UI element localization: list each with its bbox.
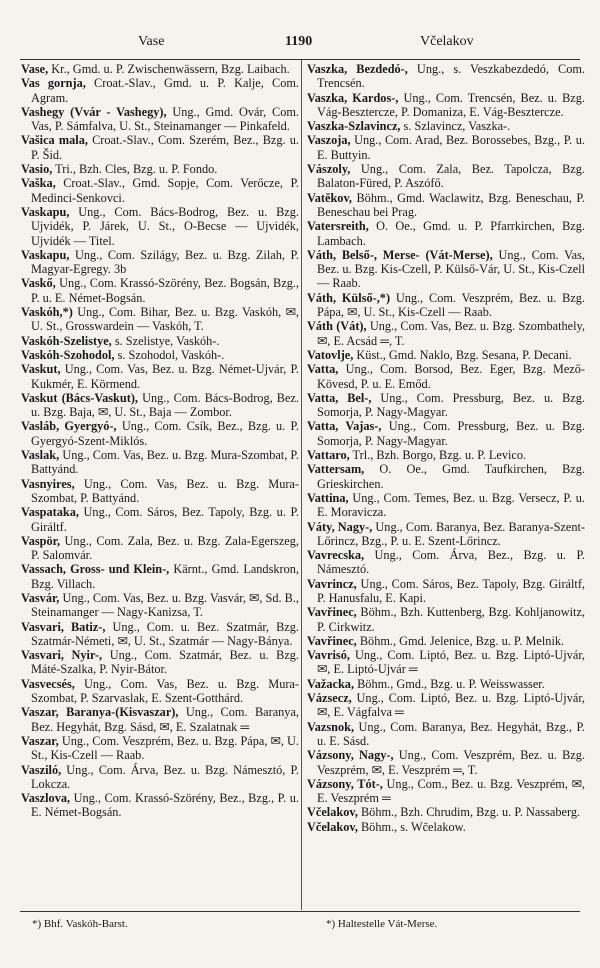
entry-headword: Vatersreith, — [307, 219, 369, 234]
entry-headword: Vaskut, — [21, 362, 61, 377]
entry-headword: Váth, Külső-,*) — [307, 290, 391, 305]
gazetteer-entry — [307, 362, 585, 391]
entry-description: Ung., Com. Borsod, Bez. Eger, Bzg. Mező-Kövesd, P. u. E. Emőd. — [317, 362, 585, 391]
entry-headword: Vazsnok, — [307, 719, 355, 734]
gazetteer-entry — [21, 562, 299, 591]
entry-headword: Váth, Belső-, Merse- (Vát-Merse), — [307, 247, 493, 262]
entry-description: Croat.-Slav., Com. Szerém, Bez., Bzg. u. P. Šid. — [31, 133, 299, 162]
gazetteer-entry — [307, 805, 585, 819]
column-divider — [301, 60, 302, 910]
entry-headword: Vatta, Bel-, — [307, 390, 372, 405]
entry-description: Ung., Com. Arad, Bez. Borossebes, Bzg., P. u. E. Buttyin. — [317, 133, 585, 162]
header-right-keyword: Včelakov — [420, 34, 474, 49]
entry-headword: Vaskóh-Szohodol, — [21, 347, 115, 362]
entry-description: Ung., Com. Baranya, Bez. Hegyhát, Bzg. Sásd, ✉, E. Szalatnak ═ — [31, 705, 299, 734]
entry-description: s. Szohodol, Vaskóh-. — [114, 347, 225, 362]
entry-headword: Važacka, — [307, 676, 355, 691]
gazetteer-entry — [307, 133, 585, 162]
gazetteer-entry — [21, 591, 299, 620]
entry-description: Tri., Bzh. Cles, Bzg. u. P. Fondo. — [52, 162, 218, 177]
entry-headword: Vatta, — [307, 362, 339, 377]
right-column — [307, 62, 585, 908]
entry-description: Ung., Com. u. Bez. Szatmár, Bzg. Szatmár-Németi, ✉, U. St., Szatmár — Nagy-Bánya. — [31, 619, 299, 648]
gazetteer-entry — [307, 577, 585, 606]
gazetteer-entry — [21, 133, 299, 162]
gazetteer-entry — [307, 605, 585, 634]
entry-description: Ung., Com. Pressburg, Bez. u. Bzg. Somorja, P. Nagy-Magyar. — [317, 390, 585, 420]
entry-headword: Vasvari, Nyir-, — [21, 648, 103, 663]
entry-headword: Včelakov, — [307, 819, 358, 834]
entry-description: s. Szlavincz, Vaszka-. — [400, 119, 511, 134]
entry-description: Böhm., Gmd. Jelenice, Bzg. u. P. Melnik. — [356, 633, 565, 648]
gazetteer-entry — [21, 305, 299, 334]
entry-headword: Vattaro, — [307, 448, 350, 463]
entry-headword: Vaszka, Bezdedó-, — [307, 62, 408, 76]
entry-headword: Vas gornja, — [21, 76, 86, 91]
entry-description: Ung., Com. Baranya, Bez. Hegyhát, Bzg., P. u. E. Sásd. — [317, 719, 585, 748]
entry-headword: Vaskóh-Szelistye, — [21, 333, 112, 348]
gazetteer-entry — [21, 362, 299, 391]
entry-description: Küst., Gmd. Naklo, Bzg. Sesana, P. Decani. — [353, 347, 572, 362]
entry-description: Ung., Com. Szilágy, Bez. u. Bzg. Zilah, P. Magyar-Egregy. 3b — [31, 247, 299, 277]
gazetteer-entry — [307, 319, 585, 348]
entry-headword: Vászoly, — [307, 162, 351, 177]
entry-description: Ung., Com. Krassó-Szörény, Bez. Bogsán, Bzg., P. u. E. Német-Bogsán. — [31, 276, 299, 305]
gazetteer-entry — [21, 334, 299, 348]
entry-description: Ung., Com. Szatmár, Bez. u. Bzg. Máté-Szalka, P. Nyir-Bátor. — [31, 648, 299, 677]
entry-description: Kärnt., Gmd. Landskron, Bzg. Villach. — [31, 562, 299, 591]
gazetteer-entry — [307, 191, 585, 220]
entry-headword: Vattersam, — [307, 462, 365, 477]
entry-description: Ung., Com. Krassó-Szörény, Bez., Bzg., P. u. E. Német-Bogsán. — [31, 791, 299, 820]
entry-description: Ung., Com. Bács-Bodrog, Bez. u. Bzg. Ujvidék, P. Járek, U. St., O-Becse — Ujvidék, Ujvidék — Titel. — [31, 204, 299, 248]
entry-headword: Vašica mala, — [21, 133, 88, 148]
entry-description: Böhm., Gmd., Bzg. u. P. Weisswasser. — [354, 676, 545, 691]
entry-description: Ung., Com. Bihar, Bez. u. Bzg. Vaskóh, ✉, U. St., Grosswardein — Vaskóh, T. — [31, 305, 299, 334]
entry-headword: Vázsony, Nagy-, — [307, 748, 394, 763]
entry-headword: Vaspör, — [21, 533, 61, 548]
entry-description: Ung., Com. Zala, Bez. u. Bzg. Zala-Egerszeg, P. Salomvár. — [31, 533, 299, 563]
gazetteer-entry — [21, 162, 299, 176]
entry-description: Ung., Com. Veszprém, Bez. u. Bzg. Pápa, ✉, U. St., Kis-Czell — Raab. — [317, 290, 585, 320]
gazetteer-entry — [307, 648, 585, 677]
entry-description: Ung., Com. Vas, Bez. u. Bzg. Vasvár, ✉, Sd. B., Steinamanger — Nagy-Kanizsa, T. — [31, 590, 299, 620]
gazetteer-entry — [307, 720, 585, 749]
entry-description: Ung., s. Veszkabezdedó, Com. Trencsén. — [317, 62, 585, 91]
gazetteer-entry — [307, 91, 585, 120]
entry-description: Ung., Com. Csík, Bez., Bzg. u. P. Gyergyó-Szent-Miklós. — [31, 419, 299, 448]
gazetteer-entry — [21, 734, 299, 763]
gazetteer-entry — [21, 534, 299, 563]
entry-description: Ung., Com. Vas, Bez. u. Bzg. Mura-Szombat, P. Battyánd. — [31, 476, 299, 505]
entry-headword: Vattina, — [307, 490, 349, 505]
entry-description: Böhm., Bzh. Kuttenberg, Bzg. Kohljanowitz, P. Cirkwitz. — [317, 605, 585, 634]
entry-headword: Vaszka-Szlavincz, — [307, 119, 401, 134]
entry-description: Ung., Com. Sáros, Bez. Tapoly, Bzg. u. P. Giráltf. — [31, 505, 299, 534]
gazetteer-entry — [307, 219, 585, 248]
entry-description: Ung., Com. Bács-Bodrog, Bez. u. Bzg. Baja, ✉, U. St., Baja — Zombor. — [31, 390, 299, 420]
entry-headword: Vázsecz, — [307, 691, 352, 706]
entry-headword: Vatta, Vajas-, — [307, 419, 382, 434]
entry-description: Ung., Com., Bez. u. Bzg. Veszprém, ✉, E. Veszprém ═ — [317, 776, 585, 806]
gazetteer-entry — [21, 176, 299, 205]
entry-description: Ung., Com. Árva, Bez. u. Bzg. Námesztó, P. Lokcza. — [31, 762, 299, 791]
entry-description: Kr., Gmd. u. P. Zwischenwässern, Bzg. Laibach. — [48, 62, 290, 76]
entry-headword: Vaszar, — [21, 733, 59, 748]
entry-description: Ung., Com. Vas, Bez. u. Bzg. Mura-Szombat, P. Szarvaslak, E. Szent-Gotthárd. — [31, 676, 299, 706]
header-left-keyword: Vase — [138, 34, 165, 49]
gazetteer-entry — [307, 820, 585, 834]
entry-description: Ung., Com. Trencsén, Bez. u. Bzg. Vág-Besztercze, P. Domaniza, E. Vág-Besztercze. — [317, 90, 585, 119]
entry-headword: Vase, — [21, 62, 49, 76]
entry-description: Trl., Bzh. Borgo, Bzg. u. P. Levico. — [349, 448, 527, 463]
gazetteer-entry — [307, 448, 585, 462]
gazetteer-entry — [21, 791, 299, 820]
entry-headword: Váth (Vát), — [307, 319, 367, 334]
gazetteer-entry — [21, 76, 299, 105]
entry-headword: Vaslak, — [21, 448, 60, 463]
gazetteer-entry — [21, 205, 299, 248]
entry-description: Ung., Com. Vas, Bez. u. Bzg. Szombathely, ✉, E. Acsád ═, T. — [317, 319, 585, 348]
entry-headword: Vavrincz, — [307, 576, 357, 591]
entry-headword: Vaszlova, — [21, 791, 71, 806]
gazetteer-entry — [307, 248, 585, 291]
gazetteer-entry — [21, 620, 299, 649]
gazetteer-entry — [307, 62, 585, 91]
entry-headword: Včelakov, — [307, 805, 358, 820]
entry-description: Ung., Com. Sáros, Bez. Tapoly, Bzg. Giráltf, P. Hanusfalu, E. Kapi. — [317, 576, 585, 605]
footnote-left: *) Bhf. Vaskóh-Barst. — [32, 918, 128, 930]
entry-description: Croat.-Slav., Gmd. Sopje, Com. Verőcze, P. Medinci-Senkovci. — [31, 176, 299, 205]
entry-headword: Vasláb, Gyergyó-, — [21, 419, 117, 434]
gazetteer-entry — [307, 162, 585, 191]
gazetteer-entry — [21, 62, 299, 76]
page-header — [0, 34, 600, 54]
entry-headword: Vasio, — [21, 162, 53, 177]
gazetteer-entry — [307, 548, 585, 577]
entry-description: Ung., Com. Vas, Bez. u. Bzg. Német-Ujvár, P. Kukmér, E. Körmend. — [31, 362, 299, 391]
gazetteer-entry — [21, 505, 299, 534]
gazetteer-entry — [21, 448, 299, 477]
entry-headword: Vassach, Gross- und Klein-, — [21, 562, 170, 577]
entry-headword: Vashegy (Vvár - Vashegy), — [21, 104, 167, 119]
entry-headword: Vaskő, — [21, 276, 56, 291]
gazetteer-entry — [21, 763, 299, 792]
gazetteer-entry — [21, 477, 299, 506]
entry-description: Ung., Com. Veszprém, Bez. u. Bzg. Veszprém, ✉, E. Veszprém ═, T. — [317, 748, 585, 777]
gazetteer-entry — [21, 276, 299, 305]
gazetteer-entry — [307, 391, 585, 420]
entry-description: Böhm., s. Wčelakow. — [357, 819, 466, 834]
entry-headword: Vasvari, Batiz-, — [21, 619, 106, 634]
entry-description: s. Szelistye, Vaskóh-. — [111, 333, 220, 348]
gazetteer-entry — [307, 634, 585, 648]
gazetteer-entry — [307, 520, 585, 549]
entry-description: Ung., Com. Liptó, Bez. u. Bzg. Liptó-Ujvár, ✉, E. Vágfalva ═ — [317, 691, 585, 720]
entry-description: Ung., Com. Vas, Bez. u. Bzg. Mura-Szombat, P. Battyánd. — [31, 448, 299, 477]
entry-headword: Vasvár, — [21, 590, 60, 605]
entry-headword: Vasvecsés, — [21, 676, 75, 691]
gazetteer-entry — [21, 391, 299, 420]
gazetteer-entry — [21, 248, 299, 277]
entry-headword: Vavrecska, — [307, 548, 365, 563]
gazetteer-entry — [21, 648, 299, 677]
entry-description: Böhm., Gmd. Waclawitz, Bzg. Beneschau, P. Beneschau bei Prag. — [317, 190, 585, 219]
entry-headword: Vaskapu, — [21, 204, 70, 219]
entry-description: Ung., Com. Árva, Bez., Bzg. u. P. Námesztó. — [317, 548, 585, 577]
page-number: 1190 — [285, 34, 313, 49]
entry-headword: Vázsony, Tót-, — [307, 776, 383, 791]
entry-headword: Vaszka, Kardos-, — [307, 90, 399, 105]
entry-headword: Vaskut (Bács-Vaskut), — [21, 390, 138, 405]
entry-headword: Vaskapu, — [21, 247, 70, 262]
entry-headword: Vaška, — [21, 176, 56, 191]
gazetteer-entry — [21, 419, 299, 448]
entry-headword: Vaszoja, — [307, 133, 351, 148]
entry-headword: Vaszar, Baranya-(Kisvaszar), — [21, 705, 179, 720]
gazetteer-entry — [21, 348, 299, 362]
gazetteer-entry — [307, 777, 585, 806]
entry-description: Ung., Com. Baranya, Bez. Baranya-Szent-Lőrincz, Bzg., P. u. E. Szent-Lőrincz. — [317, 519, 585, 548]
gazetteer-entry — [307, 748, 585, 777]
entry-headword: Vavrisó, — [307, 648, 350, 663]
entry-description: O. Oe., Gmd. u. P. Pfarrkirchen, Bzg. Lambach. — [317, 219, 585, 248]
gazetteer-entry — [307, 691, 585, 720]
footnote-divider — [20, 911, 580, 912]
gazetteer-entry — [21, 677, 299, 706]
left-column — [21, 62, 299, 908]
gazetteer-entry — [21, 105, 299, 134]
entry-description: Ung., Com. Veszprém, Bez. u. Bzg. Pápa, ✉, U. St., Kis-Czell — Raab. — [31, 733, 299, 763]
gazetteer-entry — [307, 119, 585, 133]
gazetteer-entry — [307, 291, 585, 320]
gazetteer-entry — [307, 677, 585, 691]
header-divider — [20, 59, 580, 60]
entry-description: Ung., Com. Zala, Bez. Tapolcza, Bzg. Balaton-Füred, P. Aszófő. — [317, 162, 585, 191]
entry-description: O. Oe., Gmd. Taufkirchen, Bzg. Grieskirchen. — [317, 462, 585, 491]
entry-description: Ung., Gmd. Ovár, Com. Vas, P. Sámfalva, U. St., Steinamanger — Pinkafeld. — [31, 104, 299, 134]
entry-headword: Vaskóh,*) — [21, 305, 73, 320]
entry-headword: Váty, Nagy-, — [307, 519, 373, 534]
entry-description: Ung., Com. Temes, Bez. u. Bzg. Versecz, P. u. E. Moravicza. — [317, 490, 585, 520]
entry-description: Croat.-Slav., Gmd. u. P. Kalje, Com. Agram. — [31, 76, 299, 105]
entry-headword: Vavřinec, — [307, 633, 357, 648]
entry-headword: Vatěkov, — [307, 190, 352, 205]
gazetteer-entry — [307, 462, 585, 491]
entry-headword: Vasnyires, — [21, 476, 75, 491]
gazetteer-entry — [21, 705, 299, 734]
gazetteer-entry — [307, 348, 585, 362]
gazetteer-entry — [307, 419, 585, 448]
gazetteer-entry — [307, 491, 585, 520]
entry-description: Ung., Com. Liptó, Bez. u. Bzg. Liptó-Ujvár, ✉, E. Liptó-Ujvár ═ — [317, 648, 585, 677]
footnote-right: *) Haltestelle Vát-Merse. — [326, 918, 438, 930]
entry-description: Böhm., Bzh. Chrudim, Bzg. u. P. Nassaberg. — [357, 805, 581, 820]
entry-description: Ung., Com. Vas, Bez. u. Bzg. Kis-Czell, P. Külső-Vár, U. St., Kis-Czell — Raab. — [317, 247, 585, 291]
entry-headword: Vatovlje, — [307, 347, 354, 362]
entry-description: Ung., Com. Pressburg, Bez. u. Bzg. Somorja, P. Nagy-Magyar. — [317, 419, 585, 448]
entry-headword: Vasziló, — [21, 762, 62, 777]
entry-headword: Vaspataka, — [21, 505, 79, 520]
entry-headword: Vavřinec, — [307, 605, 357, 620]
